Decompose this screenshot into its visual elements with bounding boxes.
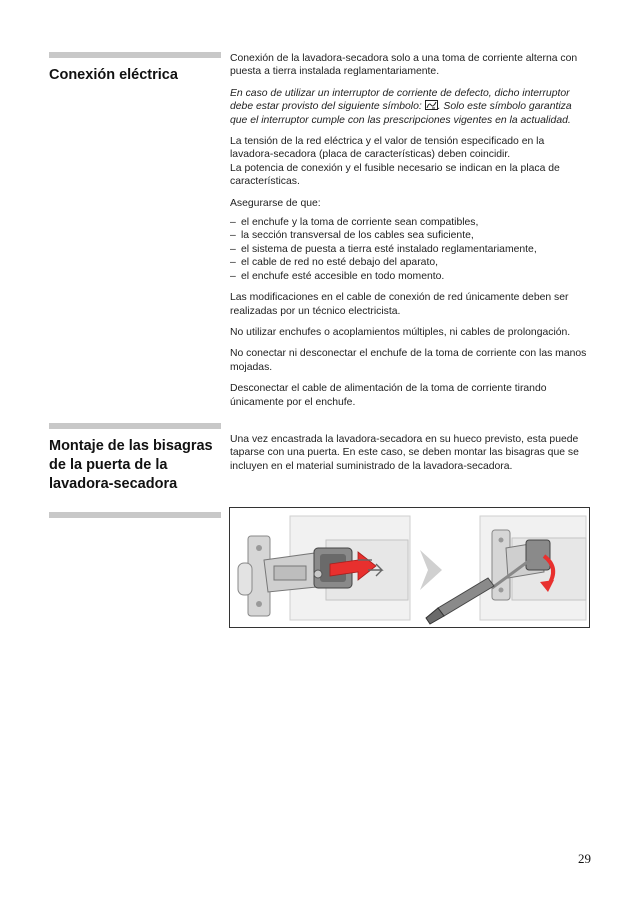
section-heading-electrical: Conexión eléctrica	[49, 67, 178, 83]
paragraph: Una vez encastrada la lavadora-secadora en su hueco previsto, esta puede taparse con una puerta. En este caso, se deben montar las bisagras que se incluyen en el material suministrado de la lavadora-secadora.	[230, 434, 579, 472]
list-item: – el cable de red no esté debajo del aparato,	[230, 256, 590, 269]
paragraph: No conectar ni desconectar el enchufe de la toma de corriente con las manos mojadas.	[230, 348, 587, 373]
list-item: – el enchufe esté accesible en todo momento.	[230, 270, 590, 283]
paragraph-rcd: En caso de utilizar un interruptor de corriente de defecto, dicho interruptor debe estar provisto del siguiente símbolo: . Solo este símbolo garantiza que el interruptor cumple con las prescripciones vigentes en la actualidad.	[230, 87, 572, 126]
paragraph: Desconectar el cable de alimentación de la toma de corriente tirando únicamente por el enchufe.	[230, 383, 547, 408]
list-item: – el sistema de puesta a tierra esté instalado reglamentariamente,	[230, 243, 590, 256]
section-divider-bar	[49, 512, 221, 518]
page-number: 29	[578, 851, 591, 866]
rcd-symbol-icon	[425, 100, 438, 110]
paragraph-voltage: La tensión de la red eléctrica y el valor de tensión especificado en la lavadora-secadora (placa de características) deben coincidir. La potencia de conexión y el fusible necesario se indican en la placa de características.	[230, 136, 560, 188]
checklist	[230, 216, 590, 283]
section-heading-hinges: Montaje de las bisagras de la puerta de la lavadora-secadora	[49, 438, 213, 492]
paragraph: Las modificaciones en el cable de conexión de red únicamente deben ser realizadas por un técnico electricista.	[230, 292, 569, 317]
list-item: – la sección transversal de los cables sea suficiente,	[230, 229, 590, 242]
paragraph: Conexión de la lavadora-secadora solo a una toma de corriente alterna con puesta a tierra instalada reglamentariamente.	[230, 53, 578, 78]
hinge-drawing	[230, 508, 589, 627]
section-divider-bar	[49, 52, 221, 58]
section-divider-bar	[49, 423, 221, 429]
section-body-electrical	[230, 52, 590, 417]
list-item: – el enchufe y la toma de corriente sean compatibles,	[230, 216, 590, 229]
paragraph: No utilizar enchufes o acoplamientos múltiples, ni cables de prolongación.	[230, 326, 571, 338]
hinge-illustration	[229, 507, 590, 628]
paragraph: Asegurarse de que:	[230, 197, 321, 209]
section-body-hinges	[230, 433, 590, 481]
